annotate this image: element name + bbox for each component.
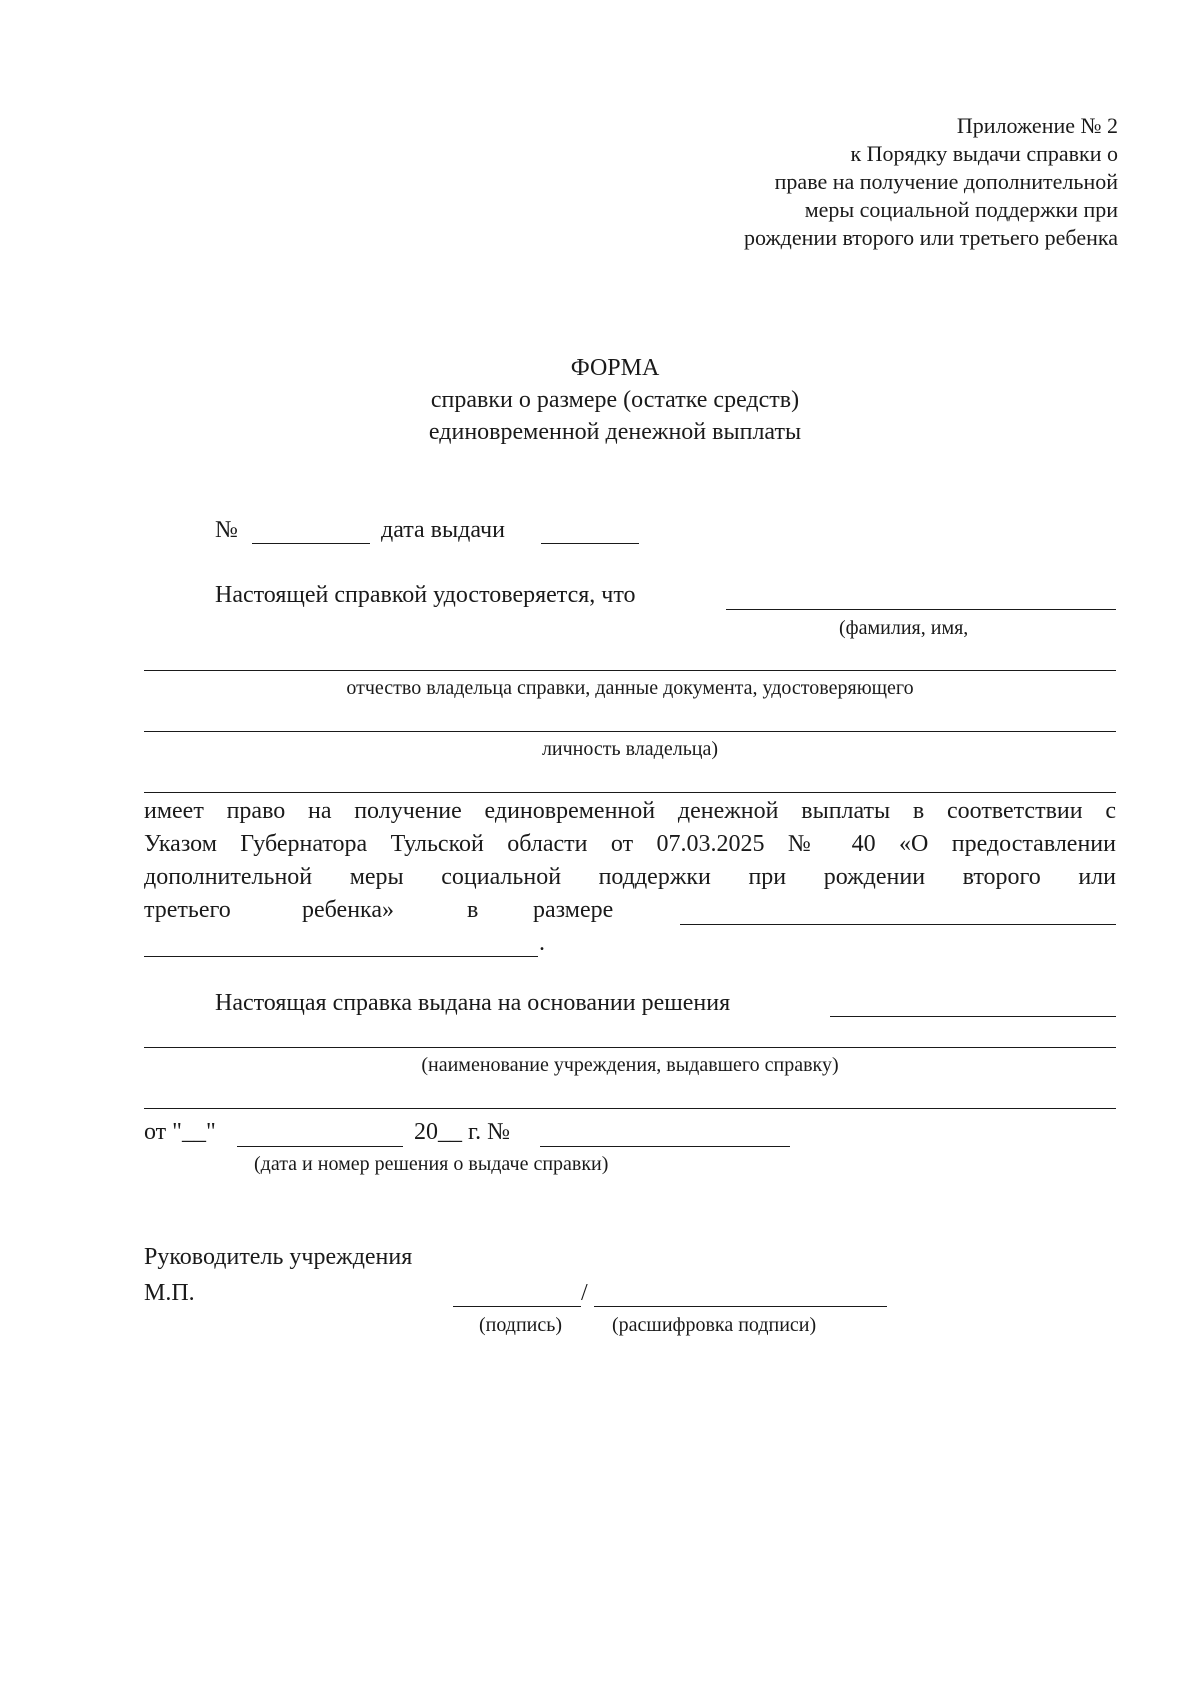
body-word-4: размере [533, 897, 614, 923]
body-line-2 [144, 831, 1116, 858]
caption-signature: (подпись) [479, 1314, 563, 1336]
basis-text: Настоящая справка выдана на основании решения [215, 990, 731, 1016]
body-line-1 [144, 798, 1116, 825]
caption-signature-decode: (расшифровка подписи) [612, 1314, 817, 1336]
decision-field-3[interactable] [144, 1108, 1116, 1109]
body-word-2: ребенка» [302, 897, 394, 923]
form-subtitle-2: единовременной денежной выплаты [428, 419, 802, 445]
signature-decode-field[interactable] [594, 1306, 887, 1307]
holder-name-field[interactable] [726, 609, 1116, 610]
body-word-3: в [467, 897, 479, 923]
payment-amount-field[interactable] [680, 924, 1116, 925]
signature-field[interactable] [453, 1306, 581, 1307]
form-heading: ФОРМА [570, 355, 660, 381]
body-line-1-text: имеет право на получение единовременной денежной выплаты в соответствии с [144, 798, 1116, 824]
decision-field-1[interactable] [830, 1016, 1116, 1017]
payment-amount-field-2[interactable] [144, 956, 538, 957]
decision-from-label: от "__" [144, 1119, 216, 1145]
caption-name: (фамилия, имя, [839, 617, 969, 639]
stamp-label: М.П. [144, 1280, 195, 1306]
number-label: № [215, 517, 238, 543]
body-line-2-text: Указом Губернатора Тульской области от 07.03.2025 № 40 «О предоставлении [144, 831, 1116, 857]
appendix-line-2: к Порядку выдачи справки о [850, 141, 1118, 166]
appendix-line-5: рождении второго или третьего ребенка [744, 225, 1118, 250]
appendix-block [744, 112, 1118, 252]
caption-document: отчество владельца справки, данные документа, удостоверяющего [346, 677, 914, 699]
body-line-3 [144, 864, 1116, 891]
holder-details-field-1[interactable] [144, 670, 1116, 671]
caption-decision-date: (дата и номер решения о выдаче справки) [254, 1153, 609, 1175]
issue-date-field[interactable] [541, 543, 639, 544]
holder-details-field-2[interactable] [144, 731, 1116, 732]
decision-number-field[interactable] [540, 1146, 790, 1147]
form-title [0, 352, 1200, 448]
certify-text: Настоящей справкой удостоверяется, что [215, 582, 636, 608]
form-subtitle-1: справки о размере (остатке средств) [430, 387, 800, 413]
caption-identity: личность владельца) [541, 738, 719, 760]
signature-separator: / [581, 1280, 588, 1306]
body-period: . [539, 930, 545, 956]
body-word-1: третьего [144, 897, 231, 923]
appendix-line-3: праве на получение дополнительной [774, 169, 1118, 194]
holder-details-field-3[interactable] [144, 792, 1116, 793]
decision-year-label: 20__ г. № [414, 1119, 511, 1145]
head-label: Руководитель учреждения [144, 1244, 413, 1270]
decision-date-field[interactable] [237, 1146, 403, 1147]
caption-institution: (наименование учреждения, выдавшего справку) [421, 1054, 839, 1076]
decision-field-2[interactable] [144, 1047, 1116, 1048]
body-line-3-text: дополнительной меры социальной поддержки при рождении второго или [144, 864, 1116, 890]
appendix-line-4: меры социальной поддержки при [804, 197, 1118, 222]
number-field[interactable] [252, 543, 370, 544]
appendix-line-1: Приложение № 2 [956, 113, 1118, 138]
issue-date-label: дата выдачи [381, 517, 505, 543]
